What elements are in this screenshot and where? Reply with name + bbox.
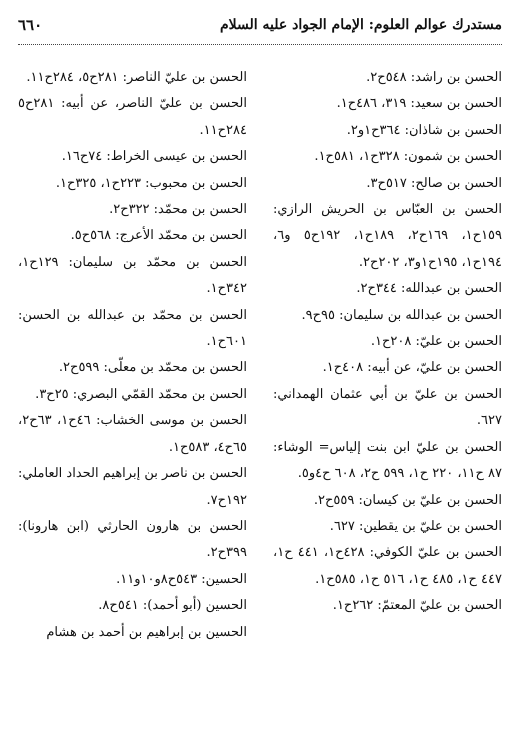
index-entry: الحسن بن عليّ ابن بنت إلياس= الوشاء: ٨٧ ح١١، ٢٢٠ ح١، ٥٩٩ ح٢، ٦٠٨ ح٤و٥. (273, 439, 502, 482)
index-entry: الحسن بن موسى الخشاب: ٤٦ح١، ٦٣ح٢، ٦٥ح٤، ٥٨٣ح١. (18, 413, 247, 455)
index-entry: الحسن بن عبدالله بن سليمان: ٩٥ح٩. (301, 307, 502, 323)
index-entry: الحسن بن عليّ: ٢٠٨ح١. (370, 334, 502, 350)
right-column (273, 65, 502, 646)
index-entry: الحسن بن العبّاس بن الحريش الرازي: ١٥٩ح١، ١٦٩ح٢، ١٨٩ح١، ١٩٢ح٥ و٦، ١٩٤ح١، ١٩٥ح١و٣، ٢٠٢ح٢. (273, 202, 503, 270)
index-entry: الحسن بن عليّ بن يقطين: ٦٢٧. (329, 518, 502, 534)
left-column (18, 65, 247, 646)
index-entry: الحسن بن محمّد القمّي البصري: ٢٥ح٣. (35, 386, 247, 402)
index-entry: الحسن بن عليّ الكوفي: ٤٢٨ح١، ٤٤١ ح١، ٤٤٧ ح١، ٤٨٥ ح١، ٥١٦ ح١، ٥٨٥ح١. (273, 545, 503, 587)
index-entry: الحسن بن محمّد بن معلّى: ٥٩٩ح٢. (58, 360, 247, 376)
index-entry: الحسن بن عليّ، عن أبيه: ٤٠٨ح١. (322, 360, 502, 376)
index-entry: الحسن بن محمّد الأعرج: ٥٦٨ح٥. (70, 228, 247, 244)
page-number: ٦٦٠ (18, 16, 43, 34)
index-entry: الحسن بن محبوب: ٢٢٣ح١، ٣٢٥ح١. (55, 175, 247, 191)
header-divider (18, 44, 502, 45)
index-entry: الحسن بن شاذان: ٣٦٤ح١و٢. (346, 122, 502, 138)
index-entry: الحسين: ٥٤٣ح٨و١٠و١١. (116, 571, 247, 587)
index-entry: الحسن بن راشد: ٥٤٨ح٢. (366, 70, 502, 85)
index-entry: الحسن بن عليّ المعتمّ: ٢٦٢ح١. (332, 598, 502, 614)
index-columns (18, 65, 502, 646)
index-entry: الحسن بن عليّ بن أبي عثمان الهمداني: ٦٢٧. (273, 386, 502, 429)
index-entry: الحسن بن هارون الحارثي (ابن هارونا): ٣٩٩ح٢. (18, 518, 247, 561)
index-entry: الحسن بن عبدالله: ٣٤٤ح٢. (356, 281, 502, 297)
index-entry: الحسن بن شمون: ٣٢٨ح١، ٥٨١ح١. (314, 149, 502, 165)
running-title: مستدرك عوالم العلوم: الإمام الجواد عليه السلام (219, 17, 502, 33)
index-entry: الحسن بن سعيد: ٣١٩، ٤٨٦ح١. (336, 96, 502, 112)
index-entry: الحسين (أبو أحمد): ٥٤١ح٨. (98, 598, 247, 614)
index-entry: الحسن بن عليّ الناصر، عن أبيه: ٢٨١ح٥ ٢٨٤ح١١. (18, 96, 247, 138)
page-header (18, 0, 502, 44)
index-entry: الحسن بن ناصر بن إبراهيم الحداد العاملي: ١٩٢ح٧. (18, 466, 247, 508)
index-entry: الحسن بن محمّد: ٣٢٢ح٢. (109, 202, 247, 218)
index-entry: الحسن بن عيسى الخراط: ٧٤ح١٦. (61, 149, 247, 165)
index-entry: الحسن بن عليّ الناصر: ٢٨١ح٥، ٢٨٤ح١١. (26, 70, 247, 85)
index-entry: الحسين بن إبراهيم بن أحمد بن هشام (46, 624, 247, 640)
index-entry: الحسن بن محمّد بن سليمان: ١٢٩ح١، ٣٤٢ح١. (18, 254, 247, 297)
index-entry: الحسن بن عليّ بن كيسان: ٥٥٩ح٢. (313, 492, 502, 508)
index-entry: الحسن بن صالح: ٥١٧ح٣. (366, 175, 502, 191)
index-entry: الحسن بن محمّد بن عبدالله بن الحسن: ٦٠١ح١. (18, 307, 247, 350)
